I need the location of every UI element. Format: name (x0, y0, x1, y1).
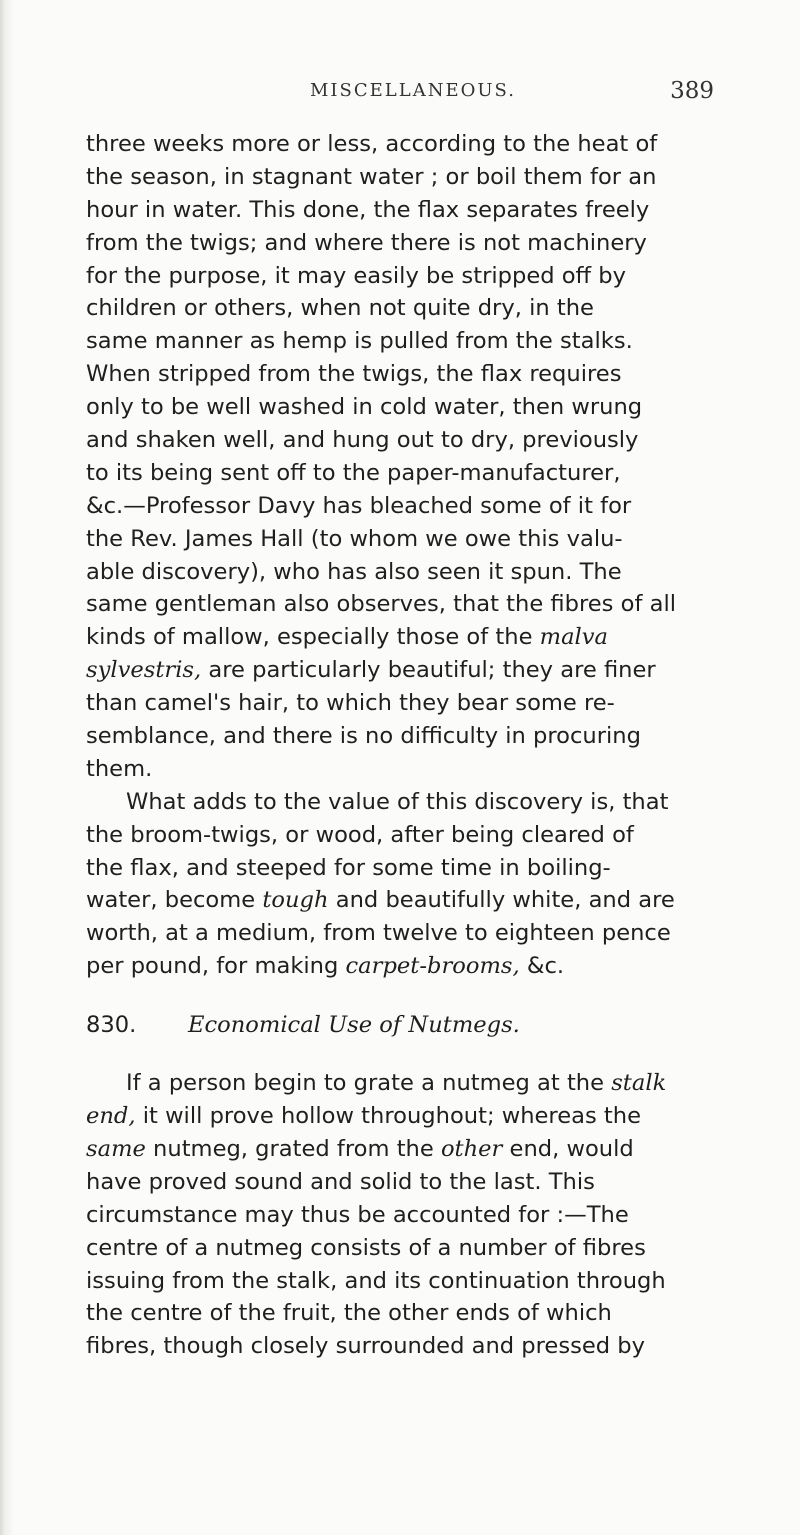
text-run: and beautifully white, and are (328, 887, 675, 914)
text-run: &c. (519, 953, 565, 980)
text-line: than camel's hair, to which they bear some re- (86, 690, 615, 717)
text-line: have proved sound and solid to the last. This (86, 1168, 595, 1195)
text-line: three weeks more or less, according to the heat of (86, 131, 658, 157)
text-line: for the purpose, it may easily be stripped off by (86, 262, 627, 289)
text-line (86, 1133, 718, 1166)
page-number: 389 (670, 78, 714, 104)
text-line: from the twigs; and where there is not machinery (86, 229, 647, 256)
italic-term: sylvestris, (86, 657, 202, 684)
text-line: only to be well washed in cold water, then wrung (86, 394, 643, 421)
text-line: &c.—Professor Davy has bleached some of it for (86, 492, 632, 519)
text-run: water, become (86, 887, 263, 914)
text-run: are particularly beautiful; they are finer (201, 657, 656, 684)
body-text (86, 128, 718, 1363)
text-line: to its being sent off to the paper-manufacturer, (86, 459, 621, 486)
text-line: When stripped from the twigs, the flax requires (86, 361, 622, 388)
text-line (86, 884, 718, 917)
section-heading (86, 1009, 718, 1041)
text-line: and shaken well, and hung out to dry, previously (86, 427, 639, 454)
text-run: per pound, for making (86, 953, 346, 980)
text-run: end, would (502, 1135, 634, 1162)
italic-term: stalk (611, 1070, 667, 1097)
text-line (86, 654, 718, 687)
page-gutter-shadow (0, 0, 14, 1535)
text-line: the Rev. James Hall (to whom we owe this valu- (86, 525, 623, 552)
paragraph-nutmegs (86, 1067, 718, 1363)
text-line: able discovery), who has also seen it spun. The (86, 558, 622, 585)
text-line: worth, at a medium, from twelve to eighteen pence (86, 920, 671, 947)
text-run: kinds of mallow, especially those of the (86, 624, 540, 651)
text-line: same manner as hemp is pulled from the stalks. (86, 328, 633, 355)
text-line: same gentleman also observes, that the fibres of all (86, 591, 676, 618)
text-line: semblance, and there is no difficulty in procuring (86, 723, 641, 750)
text-line: the flax, and steeped for some time in boiling- (86, 854, 611, 881)
text-line: the broom-twigs, or wood, after being cleared of (86, 821, 634, 848)
text-run: nutmeg, grated from the (145, 1135, 441, 1162)
section-number: 830. (86, 1012, 137, 1039)
text-line: children or others, when not quite dry, in the (86, 295, 594, 322)
text-line: centre of a nutmeg consists of a number of fibres (86, 1234, 646, 1261)
text-line (86, 950, 718, 983)
italic-term: malva (539, 624, 609, 651)
running-head (80, 78, 720, 114)
italic-term: other (440, 1135, 503, 1162)
text-line: the season, in stagnant water ; or boil them for an (86, 163, 657, 190)
italic-term: tough (262, 887, 329, 914)
text-line: What adds to the value of this discovery is, that (126, 788, 669, 815)
italic-term: same (86, 1135, 146, 1162)
italic-term: end, (86, 1103, 136, 1130)
paragraph-flax-preparation (86, 128, 718, 786)
text-run: it will prove hollow throughout; whereas the (135, 1103, 642, 1130)
text-line (86, 1100, 718, 1133)
text-line: hour in water. This done, the flax separates freely (86, 196, 650, 223)
text-line: issuing from the stalk, and its continuation through (86, 1267, 666, 1294)
text-run: If a person begin to grate a nutmeg at the (126, 1070, 612, 1097)
running-head-title: MISCELLANEOUS. (310, 80, 516, 101)
text-line: circumstance may thus be accounted for :—The (86, 1201, 629, 1228)
italic-term: carpet-brooms, (345, 953, 520, 980)
section-title: Economical Use of Nutmegs. (188, 1012, 520, 1039)
text-line: them. (86, 755, 153, 782)
paragraph-broom-twigs (86, 786, 718, 983)
text-line: fibres, though closely surrounded and pressed by (86, 1333, 645, 1360)
text-line (86, 1067, 718, 1100)
text-line (86, 621, 718, 654)
text-line: the centre of the fruit, the other ends of which (86, 1300, 612, 1327)
